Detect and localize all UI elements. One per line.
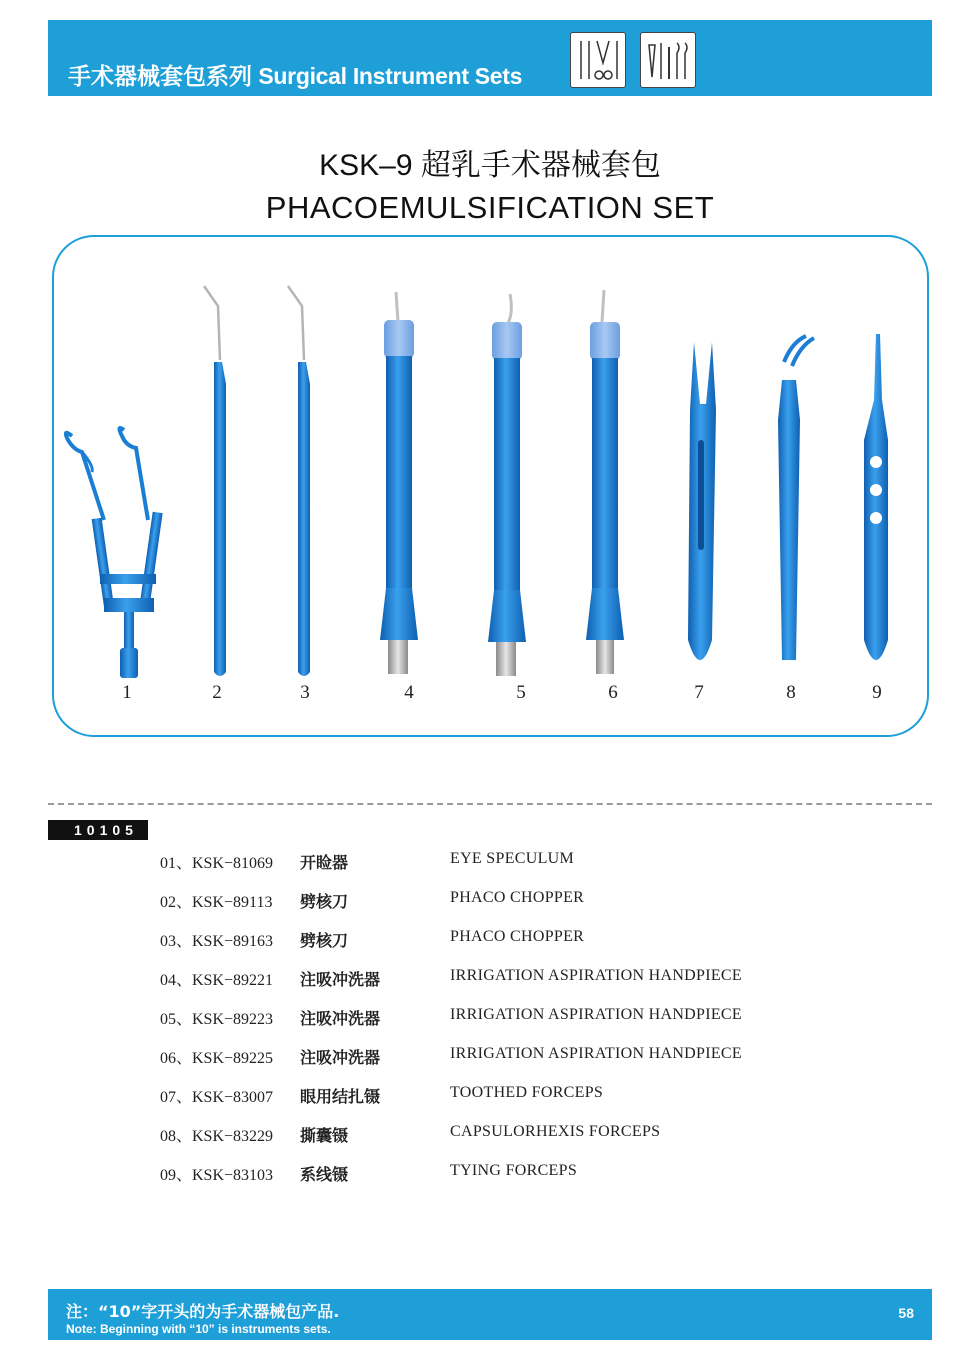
item-name-cn: 系线镊 bbox=[300, 1165, 349, 1184]
item-name-en: TYING FORCEPS bbox=[450, 1162, 578, 1179]
item-name-cn: 注吸冲洗器 bbox=[300, 970, 381, 989]
list-item bbox=[160, 924, 860, 963]
phaco-chopper-image bbox=[288, 286, 310, 676]
irrigation-aspiration-handpiece-image bbox=[488, 294, 526, 676]
list-item bbox=[160, 1158, 860, 1197]
toothed-forceps-image bbox=[688, 342, 716, 660]
instrument-number: 3 bbox=[300, 682, 310, 703]
item-code: 04、KSK−89221 bbox=[160, 972, 274, 989]
page-title-en: PHACOEMULSIFICATION SET bbox=[265, 190, 715, 225]
item-code: 06、KSK−89225 bbox=[160, 1050, 274, 1067]
tying-forceps-image bbox=[864, 334, 888, 660]
item-name-cn: 开睑器 bbox=[300, 853, 349, 872]
item-name-en: TOOTHED FORCEPS bbox=[450, 1084, 604, 1101]
item-code: 08、KSK−83229 bbox=[160, 1128, 274, 1145]
item-name-en: IRRIGATION ASPIRATION HANDPIECE bbox=[450, 967, 742, 984]
item-name-en: PHACO CHOPPER bbox=[450, 928, 585, 945]
header-title-cn: 手术器械套包系列 bbox=[68, 63, 252, 89]
item-name-cn: 眼用结扎镊 bbox=[300, 1087, 381, 1106]
list-item bbox=[160, 963, 860, 1002]
item-name-en: PHACO CHOPPER bbox=[450, 889, 585, 906]
header-title-en: Surgical Instrument Sets bbox=[258, 63, 523, 89]
instrument-number: 7 bbox=[694, 682, 704, 703]
page-number: 58 bbox=[898, 1305, 914, 1321]
list-item bbox=[160, 1080, 860, 1119]
instrument-number: 8 bbox=[786, 682, 796, 703]
list-item bbox=[160, 885, 860, 924]
item-code: 07、KSK−83007 bbox=[160, 1089, 274, 1106]
item-code: 05、KSK−89223 bbox=[160, 1011, 274, 1028]
item-name-en: CAPSULORHEXIS FORCEPS bbox=[450, 1123, 661, 1140]
set-code-badge: 10105 bbox=[48, 820, 148, 840]
item-name-cn: 劈核刀 bbox=[300, 892, 349, 911]
item-code: 03、KSK−89163 bbox=[160, 933, 274, 950]
item-code: 09、KSK−83103 bbox=[160, 1167, 274, 1184]
instrument-number: 5 bbox=[516, 682, 526, 703]
item-code: 02、KSK−89113 bbox=[160, 894, 273, 911]
item-name-cn: 撕囊镊 bbox=[300, 1126, 349, 1145]
item-name-cn: 注吸冲洗器 bbox=[300, 1009, 381, 1028]
instrument-number: 6 bbox=[608, 682, 618, 703]
instrument-number: 1 bbox=[122, 682, 132, 703]
item-code: 01、KSK−81069 bbox=[160, 855, 274, 872]
footer-bar bbox=[48, 1289, 932, 1340]
phaco-chopper-image bbox=[204, 286, 226, 676]
footer-note-cn: 注：“10”字开头的为手术器械包产品. bbox=[66, 1302, 340, 1321]
instrument-number: 2 bbox=[212, 682, 222, 703]
page-title-cn: KSK–9 超乳手术器械套包 bbox=[319, 149, 661, 182]
item-name-en: EYE SPECULUM bbox=[450, 850, 575, 867]
list-item bbox=[160, 1002, 860, 1041]
item-name-en: IRRIGATION ASPIRATION HANDPIECE bbox=[450, 1045, 742, 1062]
irrigation-aspiration-handpiece-image bbox=[380, 292, 418, 674]
instrument-number: 4 bbox=[404, 682, 414, 703]
item-name-en: IRRIGATION ASPIRATION HANDPIECE bbox=[450, 1006, 742, 1023]
capsulorhexis-forceps-image bbox=[778, 336, 814, 660]
footer-note-en: Note: Beginning with “10” is instruments sets. bbox=[66, 1322, 331, 1336]
list-item bbox=[160, 1041, 860, 1080]
instrument-list bbox=[160, 846, 860, 1197]
item-name-cn: 注吸冲洗器 bbox=[300, 1048, 381, 1067]
eye-speculum-image bbox=[66, 428, 163, 678]
item-name-cn: 劈核刀 bbox=[300, 931, 349, 950]
irrigation-aspiration-handpiece-image bbox=[586, 290, 624, 674]
instrument-number: 9 bbox=[872, 682, 882, 703]
section-divider bbox=[48, 803, 932, 805]
list-item bbox=[160, 1119, 860, 1158]
list-item bbox=[160, 846, 860, 885]
